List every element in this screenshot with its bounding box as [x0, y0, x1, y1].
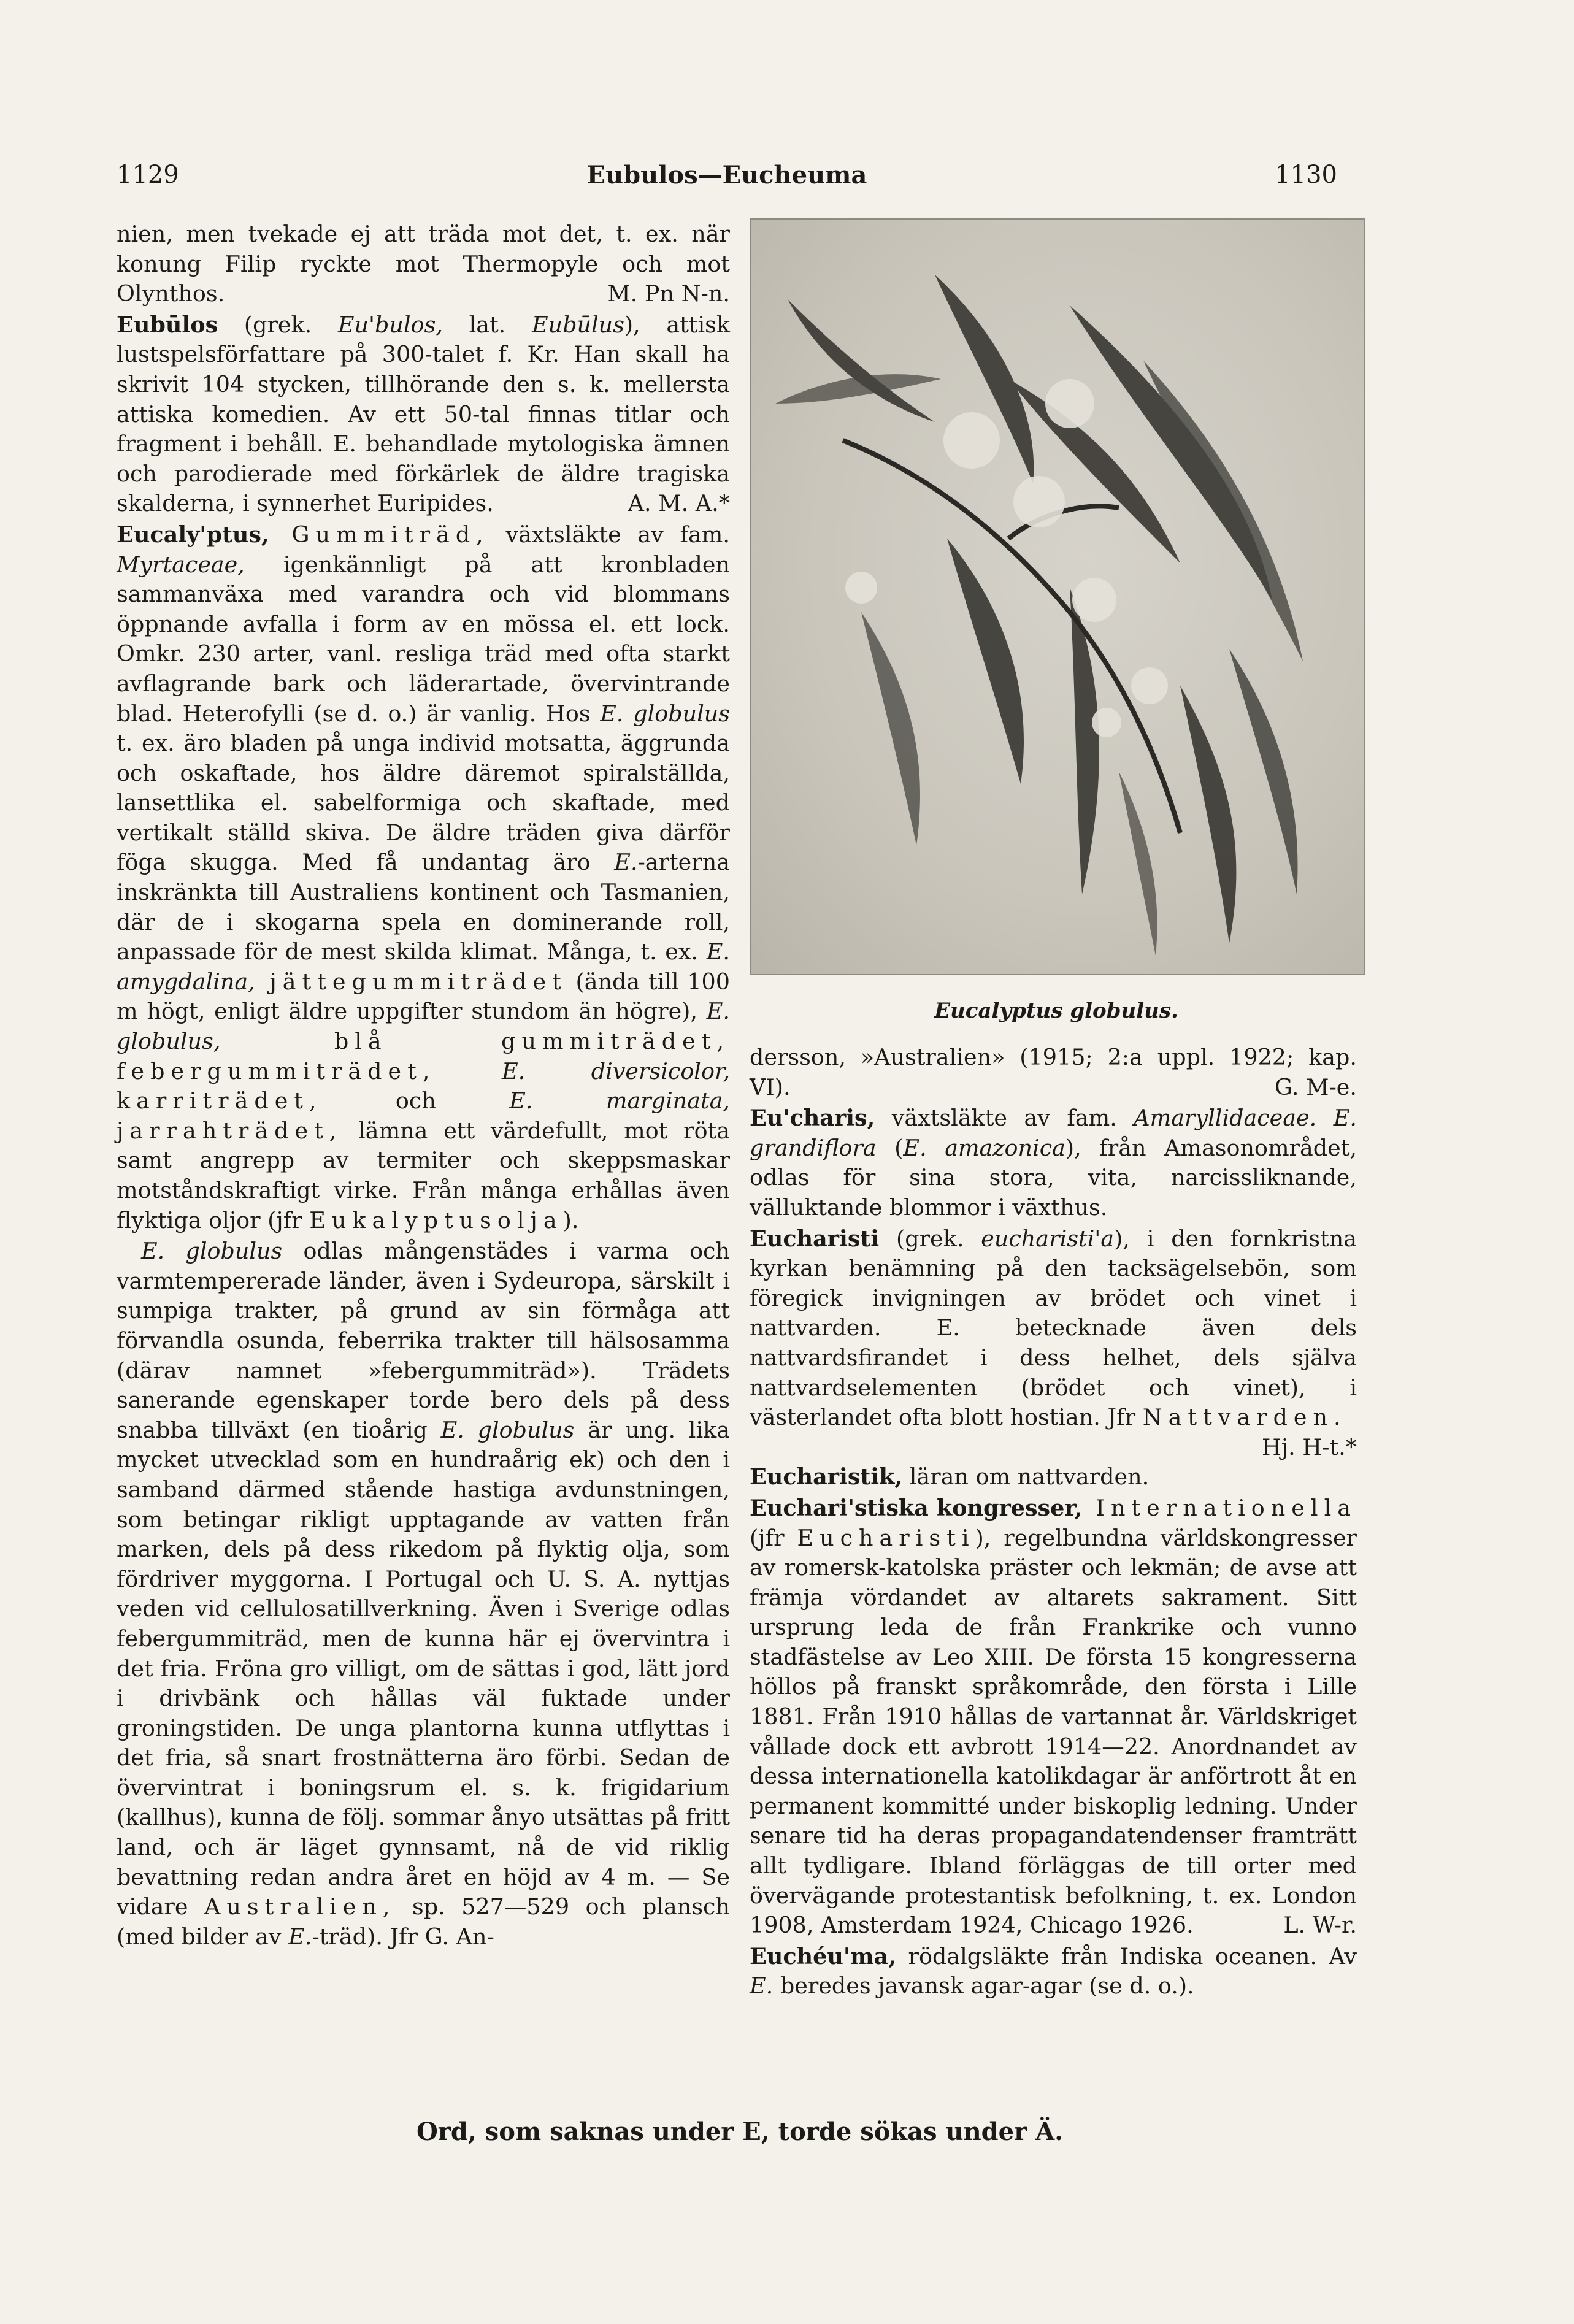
page-footer-note: Ord, som saknas under E, torde sökas under Ä.	[416, 2117, 1064, 2146]
entry-eucharistik: Eucharistik, läran om nattvarden.	[750, 1463, 1150, 1490]
entry-eucharistiska-kongresser: Euchari'stiska kongresser, Internationella (jfr Eucharisti), regelbundna världskongresser av romersk-katolska präster och lekmän; de avse att främja vördandet av altarets sakrament. Sitt ursprung leda de från Frankrike och vunno stadfästelse av Leo XIII. De första 15 kongresserna höllos på franskt språkområde, den första i Lille 1881. Från 1910 hållas de vartannat år. Världskriget vållade dock ett avbrott 1914—22. Anordnandet av dessa internationella katolikdagar är anförtrott åt en permanent kommitté under biskoplig ledning. Under senare tid ha deras propagandatendenser framträtt allt tydligare. Ibland förläggas de till orter med övervägande protestantisk befolkning, t. ex. London 1908, Amsterdam 1924, Chicago 1926. L. W-r.	[750, 1494, 1357, 1941]
eucalyptus-photo	[750, 218, 1365, 975]
entry-eucheuma: Euchéu'ma, rödalgsläkte från Indiska oceanen. Av E. beredes javansk agar-agar (se d. o.).	[750, 1942, 1357, 2000]
entry-eucharis: Eu'charis, växtsläkte av fam. Amaryllidaceae. E. grandiflora (E. amazonica), från Amasonområdet, odlas för sina stora, vita, narcissliknande, välluktande blommor i växthus.	[750, 1105, 1357, 1221]
eucalyptus-branch-illustration	[751, 220, 1364, 974]
entry-eucharisti: Eucharisti (grek. eucharisti'a), i den fornkristna kyrkan benämning på den tacksägelsebön, som föregick invigningen av brödet och vinet i nattvarden. E. betecknade även dels nattvardsfirandet i dess helhet, dels själva nattvardselementen (brödet och vinet), i västerlandet ofta blott hostian. Jfr Nattvarden. Hj. H-t.*	[750, 1224, 1357, 1433]
entry-eucalyptus: Eucaly'ptus, Gummiträd, växtsläkte av fam. Myrtaceae, igenkännligt på att kronbladen sammanväxa med varandra och vid blommans öppnande avfalla i form av en mössa el. ett lock. Omkr. 230 arter, vanl. resliga träd med ofta starkt avflagrande bark och läderartade, övervintrande blad. Heterofylli (se d. o.) är vanlig. Hos E. globulus t. ex. äro bladen på unga individ motsatta, äggrunda och oskaftade, hos äldre däremot spiralställda, lansettlika el. sabelformiga och skaftade, med vertikalt ställd skiva. De äldre träden giva därför föga skugga. Med få undantag äro E.-arterna inskränkta till Australiens kontinent och Tasmanien, där de i skogarna spela en dominerande roll, anpassade för de mest skilda klimat. Många, t. ex. E. amygdalina, jättegummiträdet (ända till 100 m högt, enligt äldre uppgifter stundom än högre), E. globulus, blå gummiträdet, febergummiträdet, E. diversicolor, karriträdet, och E. marginata, jarrahträdet, lämna ett värdefullt, mot röta samt angrepp av termiter och skeppsmaskar motståndskraftigt virke. Från många erhållas även flyktiga oljor (jfr Eukalyptusolja).	[117, 521, 730, 1233]
headword: Euchari'stiska kongresser,	[750, 1494, 1083, 1521]
entry-eucalyptus-globulus: E. globulus odlas mångenstädes i varma och varmtempererade länder, även i Sydeuropa, särskilt i sumpiga trakter, på grund av sin förmåga att förvandla osunda, feberrika trakter till hälsosamma (därav namnet »febergummiträd»). Trädets sanerande egenskaper torde bero dels på dess snabba tillväxt (en tioårig E. globulus är ung. lika mycket utvecklad som en hundraårig ek) och den i samband därmed stående hastiga avdunstningen, som betingar rikligt upptagande av vatten från marken, dels på dess rikedom på flyktig olja, som fördriver myggorna. I Portugal och U. S. A. nyttjas veden vid cellulosatillverkning. Även i Sverige odlas febergummiträd, men de kunna här ej övervintra i det fria. Fröna gro villigt, om de sättas i god, lätt jord i drivbänk och hållas väl fuktade under groningstiden. De unga plantorna kunna utflyttas i det fria, så snart frostnätterna äro förbi. Sedan de övervintrat i boningsrum el. s. k. frigidarium (kallhus), kunna de följ. sommar ånyo utsättas på fritt land, och är läget gynnsamt, nå de vid riklig bevattning redan andra året en höjd av 4 m. — Se vidare Australien, sp. 527—529 och plansch (med bilder av E.-träd). Jfr G. An-	[117, 1238, 730, 1950]
entry-continuation: nien, men tvekade ej att träda mot det, t. ex. när konung Filip ryckte mot Thermopyle och mot Olynthos. M. Pn N-n.	[117, 220, 730, 309]
entry-continuation: dersson, »Australien» (1915; 2:a uppl. 1922; kap. VI). G. M-e.	[750, 1043, 1357, 1102]
author-signature: L. W-r.	[1283, 1912, 1357, 1939]
author-signature: A. M. A.*	[628, 490, 730, 517]
author-signature: M. Pn N-n.	[607, 280, 730, 307]
entry-eubulos: Eubūlos (grek. Eu'bulos, lat. Eubūlus), attisk lustspelsförfattare på 300-talet f. Kr. Han skall ha skrivit 104 stycken, tillhörande den s. k. mellersta attiska komedien. Av ett 50-tal finnas titlar och fragment i behåll. E. behandlade mytologiska ämnen och parodierade med förkärlek de äldre tragiska skalderna, i synnerhet Euripides. A. M. A.*	[117, 310, 730, 519]
headword: Eucharistik,	[750, 1463, 903, 1490]
headword: Eu'charis,	[750, 1105, 875, 1132]
running-title: Eubulos—Eucheuma	[586, 161, 867, 190]
author-signature: Hj. H-t.*	[1261, 1433, 1357, 1460]
headword: Eucharisti	[750, 1225, 880, 1252]
left-column	[117, 220, 730, 1953]
page-number-right: 1130	[1275, 161, 1337, 189]
page-number-left: 1129	[117, 161, 179, 189]
author-signature: G. M-e.	[1275, 1073, 1357, 1100]
headword: Eubūlos	[117, 311, 218, 338]
right-column	[750, 1043, 1357, 2003]
page-header	[117, 161, 1337, 204]
photo-caption: Eucalyptus globulus.	[934, 999, 1178, 1023]
headword: Euchéu'ma,	[750, 1942, 897, 1969]
headword: Eucaly'ptus,	[117, 521, 269, 548]
